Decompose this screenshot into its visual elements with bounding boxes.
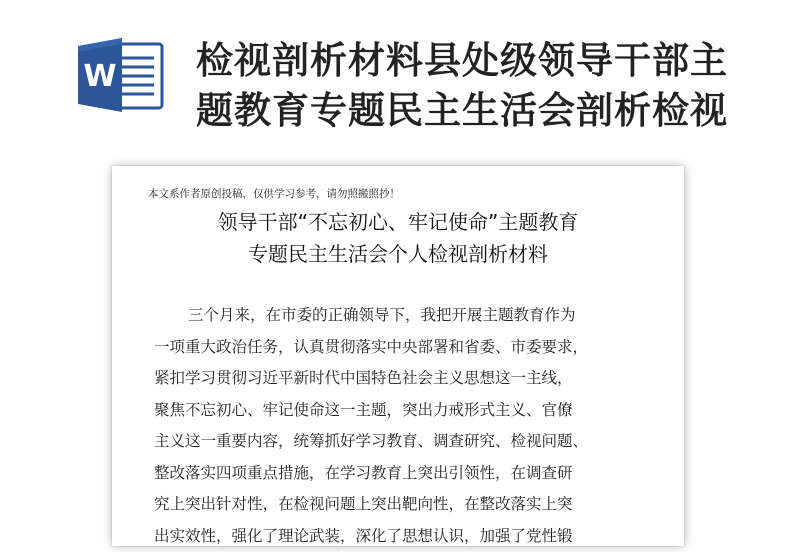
body-line: 究上突出针对性，在检视问题上突出靶向性，在整改落实上突 [154,489,654,521]
word-icon-letter: W [83,59,116,94]
page-title-line-1: 检视剖析材料县处级领导干部主 [196,30,728,84]
body-line: 紧扣学习贯彻习近平新时代中国特色社会主义思想这一主线， [154,363,654,395]
body-line: 聚焦不忘初心、牢记使命这一主题，突出力戒形式主义、官僚 [154,395,654,427]
body-line: 主义这一重要内容，统筹抓好学习教育、调查研究、检视问题、 [154,426,654,458]
page-title-line-2: 题教育专题民主生活会剖析检视 [196,80,728,134]
document-body [154,300,654,552]
word-icon [76,36,168,114]
document-title-line-2: 专题民主生活会个人检视剖析材料 [112,238,684,267]
body-line: 一项重大政治任务，认真贯彻落实中央部署和省委、市委要求， [154,332,654,364]
document-title-line-1: 领导干部“不忘初心、牢记使命”主题教育 [112,206,684,235]
body-line: 三个月来，在市委的正确领导下，我把开展主题教育作为 [154,300,654,332]
header-banner [0,0,800,140]
document-preview [112,166,684,546]
body-line: 整改落实四项重点措施，在学习教育上突出引领性，在调查研 [154,458,654,490]
copyright-notice: 本文系作者原创投稿，仅供学习参考，请勿照搬照抄！ [148,186,400,201]
body-line: 出实效性，强化了理论武装，深化了思想认识，加强了党性锻 [154,521,654,552]
